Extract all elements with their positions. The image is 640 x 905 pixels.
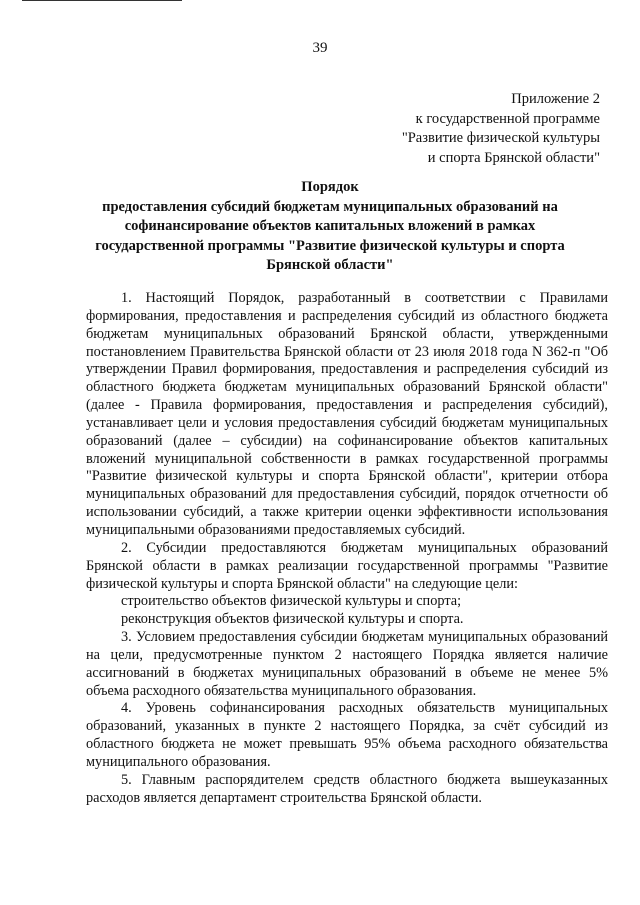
title-line: Брянской области" xyxy=(266,257,394,273)
appendix-line: и спорта Брянской области" xyxy=(427,149,600,166)
paragraph-5: 5. Главным распорядителем средств областного бюджета вышеуказанных расходов является департамент строительства Брянской области. xyxy=(86,771,608,806)
page-number: 39 xyxy=(312,40,328,56)
list-item: строительство объектов физической культуры и спорта; xyxy=(121,593,462,610)
top-rule xyxy=(22,0,182,1)
title-heading: Порядок xyxy=(301,179,359,195)
title-line: предоставления субсидий бюджетам муниципальных образований на xyxy=(102,198,558,215)
appendix-line: к государственной программе xyxy=(415,110,600,127)
appendix-line: Приложение 2 xyxy=(511,91,600,107)
title-line: софинансирование объектов капитальных вложений в рамках xyxy=(124,218,536,234)
paragraph-4: 4. Уровень софинансирования расходных обязательств муниципальных образований, указанных в пункте 2 настоящего Порядка, за счёт субсидий из областного бюджета не может превышать 95% объема расходного обязательства муниципального образования. xyxy=(86,700,608,770)
list-item: реконструкция объектов физической культуры и спорта. xyxy=(121,611,464,628)
title-line: государственной программы "Развитие физической культуры и спорта xyxy=(95,237,565,254)
document-title xyxy=(90,178,570,276)
paragraph-1: 1. Настоящий Порядок, разработанный в соответствии с Правилами формирования, предоставления и распределения субсидий из областного бюджета бюджетам муниципальных образований Брянской области, утвержденными постановлением Правительства Брянской области от 23 июля 2018 года N 362-п "Об утверждении Правил формирования, предоставления и распределения субсидий из областного бюджета бюджетам муниципальных образований Брянской области" (далее - Правила формирования, предоставления и распределения субсидий), устанавливает цели и условия предоставления субсидий бюджетам муниципальных образований (далее – субсидии) на софинансирование объектов капитальных вложений муниципальной собственности в рамках государственной программы "Развитие физической культуры и спорта Брянской области", критерии отбора муниципальных образований для предоставления субсидий, порядок отчетности об использовании субсидий, а также критерии оценки эффективности использования муниципальными образованиями предоставляемых субсидий. xyxy=(86,290,608,538)
paragraph-2: 2. Субсидии предоставляются бюджетам муниципальных образований Брянской области в рамках реализации государственной программы "Развитие физической культуры и спорта Брянской области" на следующие цели: xyxy=(86,539,608,592)
document-body xyxy=(86,290,608,807)
appendix-header xyxy=(402,90,600,168)
appendix-line: "Развитие физической культуры xyxy=(401,130,600,146)
paragraph-3: 3. Условием предоставления субсидии бюджетам муниципальных образований на цели, предусмотренные пунктом 2 настоящего Порядка является наличие ассигнований в бюджетах муниципальных образований в объеме не менее 5% объема расходного обязательства муниципального образования. xyxy=(86,629,608,699)
